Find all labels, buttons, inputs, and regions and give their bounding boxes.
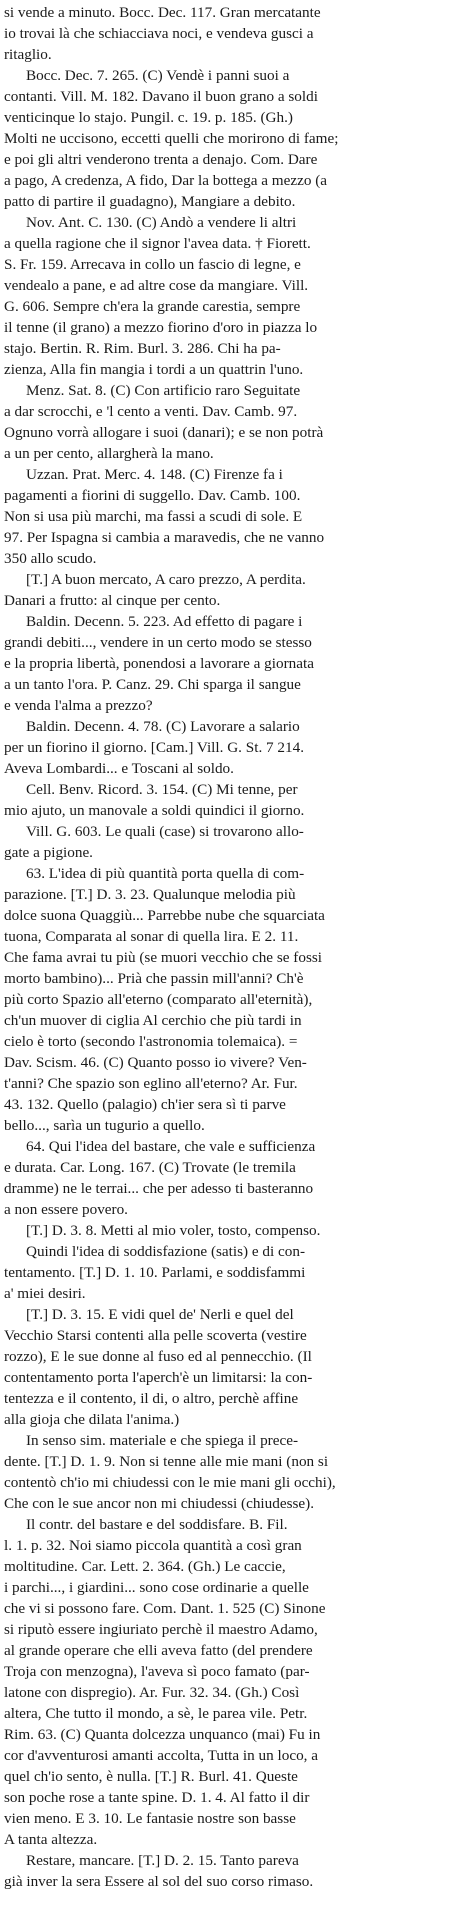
dictionary-page-text <box>4 3 467 1905</box>
text-line: Uzzan. Prat. Merc. 4. 148. (C) Firenze fa i <box>26 466 283 483</box>
text-line: i parchi..., i giardini... sono cose ordinarie a quelle <box>4 1579 309 1596</box>
text-line: Vill. G. 603. Le quali (case) si trovarono allo- <box>26 823 304 840</box>
text-line: [T.] D. 3. 15. E vidi quel de' Nerli e quel del <box>26 1306 294 1323</box>
text-line: tentezza e il contento, il di, o altro, perchè affine <box>4 1390 299 1407</box>
text-line: bello..., sarìa un tugurio a quello. <box>4 1117 205 1134</box>
text-line: Danari a frutto: al cinque per cento. <box>4 592 221 609</box>
text-line: A tanta altezza. <box>4 1831 98 1848</box>
text-line: dente. [T.] D. 1. 9. Non si tenne alle mie mani (non si <box>4 1453 329 1470</box>
text-line: t'anni? Che spazio son eglino all'eterno? Ar. Fur. <box>4 1075 298 1092</box>
text-line: 97. Per Ispagna si cambia a maravedis, che ne vanno <box>4 529 325 546</box>
text-line: tentamento. [T.] D. 1. 10. Parlami, e soddisfammi <box>4 1264 306 1281</box>
text-line: Rim. 63. (C) Quanta dolcezza unquanco (mai) Fu in <box>4 1726 321 1743</box>
text-line: dolce suona Quaggiù... Parrebbe nube che squarciata <box>4 907 325 924</box>
text-line: e la propria libertà, ponendosi a lavorare a giornata <box>4 655 314 672</box>
text-line: Bocc. Dec. 7. 265. (C) Vendè i panni suoi a <box>26 67 290 84</box>
text-line: gate a pigione. <box>4 844 93 861</box>
text-line: a dar scrocchi, e 'l cento a venti. Dav. Camb. 97. <box>4 403 298 420</box>
text-line: pagamenti a fiorini di suggello. Dav. Camb. 100. <box>4 487 301 504</box>
text-line: a un per cento, allargherà la mano. <box>4 445 214 462</box>
text-line: Vecchio Starsi contenti alla pelle scoverta (vestire <box>4 1327 307 1344</box>
text-line: dramme) ne le terrai... che per adesso ti basteranno <box>4 1180 314 1197</box>
text-line: Che fama avrai tu più (se muori vecchio che se fossi <box>4 949 322 966</box>
text-line: Ognuno vorrà allogare i suoi (danari); e se non potrà <box>4 424 324 441</box>
text-line: contanti. Vill. M. 182. Davano il buon grano a soldi <box>4 88 318 105</box>
text-line: quel ch'io sento, è nulla. [T.] R. Burl. 41. Queste <box>4 1768 298 1785</box>
text-line: a pago, A credenza, A fido, Dar la bottega a mezzo (a <box>4 172 328 189</box>
text-line: mio ajuto, un manovale a soldi quindici il giorno. <box>4 802 305 819</box>
text-line: 63. L'idea di più quantità porta quella di com- <box>26 865 305 882</box>
text-line: io trovai là che schiacciava noci, e vendeva gusci a <box>4 25 314 42</box>
text-line: ritaglio. <box>4 46 52 63</box>
text-line: [T.] D. 3. 8. Metti al mio voler, tosto, compenso. <box>26 1222 321 1239</box>
text-line: Baldin. Decenn. 4. 78. (C) Lavorare a salario <box>26 718 300 735</box>
text-line: Aveva Lombardi... e Toscani al soldo. <box>4 760 234 777</box>
text-line: Molti ne uccisono, eccetti quelli che morirono di fame; <box>4 130 339 147</box>
text-line: Il contr. del bastare e del soddisfare. B. Fil. <box>26 1516 288 1533</box>
text-line: vien meno. E 3. 10. Le fantasie nostre son basse <box>4 1810 296 1827</box>
text-line: cor d'avventurosi amanti accolta, Tutta in un loco, a <box>4 1747 319 1764</box>
text-line: e poi gli altri venderono trenta a denajo. Com. Dare <box>4 151 318 168</box>
text-line: e durata. Car. Long. 167. (C) Trovate (le tremila <box>4 1159 296 1176</box>
text-line: contentamento porta l'aperch'è un limitarsi: la con- <box>4 1369 313 1386</box>
text-line: stajo. Bertin. R. Rim. Burl. 3. 286. Chi ha pa- <box>4 340 281 357</box>
text-line: si riputò essere ingiuriato perchè il maestro Adamo, <box>4 1621 318 1638</box>
text-line: che vi si possono fare. Com. Dant. 1. 525 (C) Sinone <box>4 1600 326 1617</box>
text-line: zienza, Alla fin mangia i tordi a un quattrin l'uno. <box>4 361 304 378</box>
text-line: Baldin. Decenn. 5. 223. Ad effetto di pagare i <box>26 613 303 630</box>
text-line: Nov. Ant. C. 130. (C) Andò a vendere li altri <box>26 214 297 231</box>
text-line: Menz. Sat. 8. (C) Con artificio raro Seguitate <box>26 382 301 399</box>
text-line: grandi debiti..., vendere in un certo modo se stesso <box>4 634 312 651</box>
text-line: vendealo a pane, e ad altre cose da mangiare. Vill. <box>4 277 309 294</box>
text-line: son poche rose a tante spine. D. 1. 4. Al fatto il dir <box>4 1789 310 1806</box>
text-line: già inver la sera Essere al sol del suo corso rimaso. <box>4 1873 314 1890</box>
text-line: [T.] A buon mercato, A caro prezzo, A perdita. <box>26 571 306 588</box>
text-line: a non essere povero. <box>4 1201 128 1218</box>
text-line: Troja con menzogna), l'aveva sì poco famato (par- <box>4 1663 310 1680</box>
text-line: a' miei desiri. <box>4 1285 86 1302</box>
text-line: In senso sim. materiale e che spiega il prece- <box>26 1432 298 1449</box>
text-line: a un tanto l'ora. P. Canz. 29. Chi sparga il sangue <box>4 676 301 693</box>
text-line: rozzo), E le sue donne al fuso ed al pennecchio. (Il <box>4 1348 312 1365</box>
text-line: Che con le sue ancor non mi chiudessi (chiudesse). <box>4 1495 314 1512</box>
text-line: al grande operare che elli aveva fatto (del prendere <box>4 1642 313 1659</box>
text-line: Restare, mancare. [T.] D. 2. 15. Tanto pareva <box>26 1852 299 1869</box>
text-line: Dav. Scism. 46. (C) Quanto posso io vivere? Ven- <box>4 1054 307 1071</box>
text-line: e venda l'alma a prezzo? <box>4 697 153 714</box>
text-line: Cell. Benv. Ricord. 3. 154. (C) Mi tenne, per <box>26 781 298 798</box>
text-line: alla gioja che dilata l'anima.) <box>4 1411 180 1428</box>
text-line: Non si usa più marchi, ma fassi a scudi di sole. E <box>4 508 303 525</box>
text-line: a quella ragione che il signor l'avea data. † Fiorett. <box>4 235 311 252</box>
text-line: venticinque lo stajo. Pungil. c. 19. p. 185. (Gh.) <box>4 109 293 126</box>
text-line: cielo è torto (secondo l'astronomia tolemaica). = <box>4 1033 298 1050</box>
text-line: parazione. [T.] D. 3. 23. Qualunque melodia più <box>4 886 296 903</box>
text-line: G. 606. Sempre ch'era la grande carestia, sempre <box>4 298 301 315</box>
text-line: 43. 132. Quello (palagio) ch'ier sera sì ti parve <box>4 1096 286 1113</box>
text-line: S. Fr. 159. Arrecava in collo un fascio di legne, e <box>4 256 301 273</box>
text-line: patto di partire il guadagno), Mangiare a debito. <box>4 193 296 210</box>
text-line: ch'un muover di ciglia Al cerchio che più tardi in <box>4 1012 302 1029</box>
text-line: moltitudine. Car. Lett. 2. 364. (Gh.) Le caccie, <box>4 1558 286 1575</box>
text-line: morto bambino)... Prià che passin mill'anni? Ch'è <box>4 970 304 987</box>
text-line: tuona, Comparata al sonar di quella lira. E 2. 11. <box>4 928 299 945</box>
text-line: per un fiorino il giorno. [Cam.] Vill. G. St. 7 214. <box>4 739 305 756</box>
text-line: Quindi l'idea di soddisfazione (satis) e di con- <box>26 1243 305 1260</box>
text-line: 350 allo scudo. <box>4 550 97 567</box>
text-line: il tenne (il grano) a mezzo fiorino d'oro in piazza lo <box>4 319 318 336</box>
text-line: più corto Spazio all'eterno (comparato all'eternità), <box>4 991 313 1008</box>
text-line: 64. Qui l'idea del bastare, che vale e sufficienza <box>26 1138 316 1155</box>
text-line: l. 1. p. 32. Noi siamo piccola quantità a così gran <box>4 1537 302 1554</box>
text-line: si vende a minuto. Bocc. Dec. 117. Gran mercatante <box>4 4 321 21</box>
text-line: altera, Che tutto il mondo, a sè, le parea vile. Petr. <box>4 1705 308 1722</box>
text-line: latone con dispregio). Ar. Fur. 32. 34. (Gh.) Così <box>4 1684 300 1701</box>
text-line: contentò ch'io mi chiudessi con le mie mani gli occhi), <box>4 1474 336 1491</box>
